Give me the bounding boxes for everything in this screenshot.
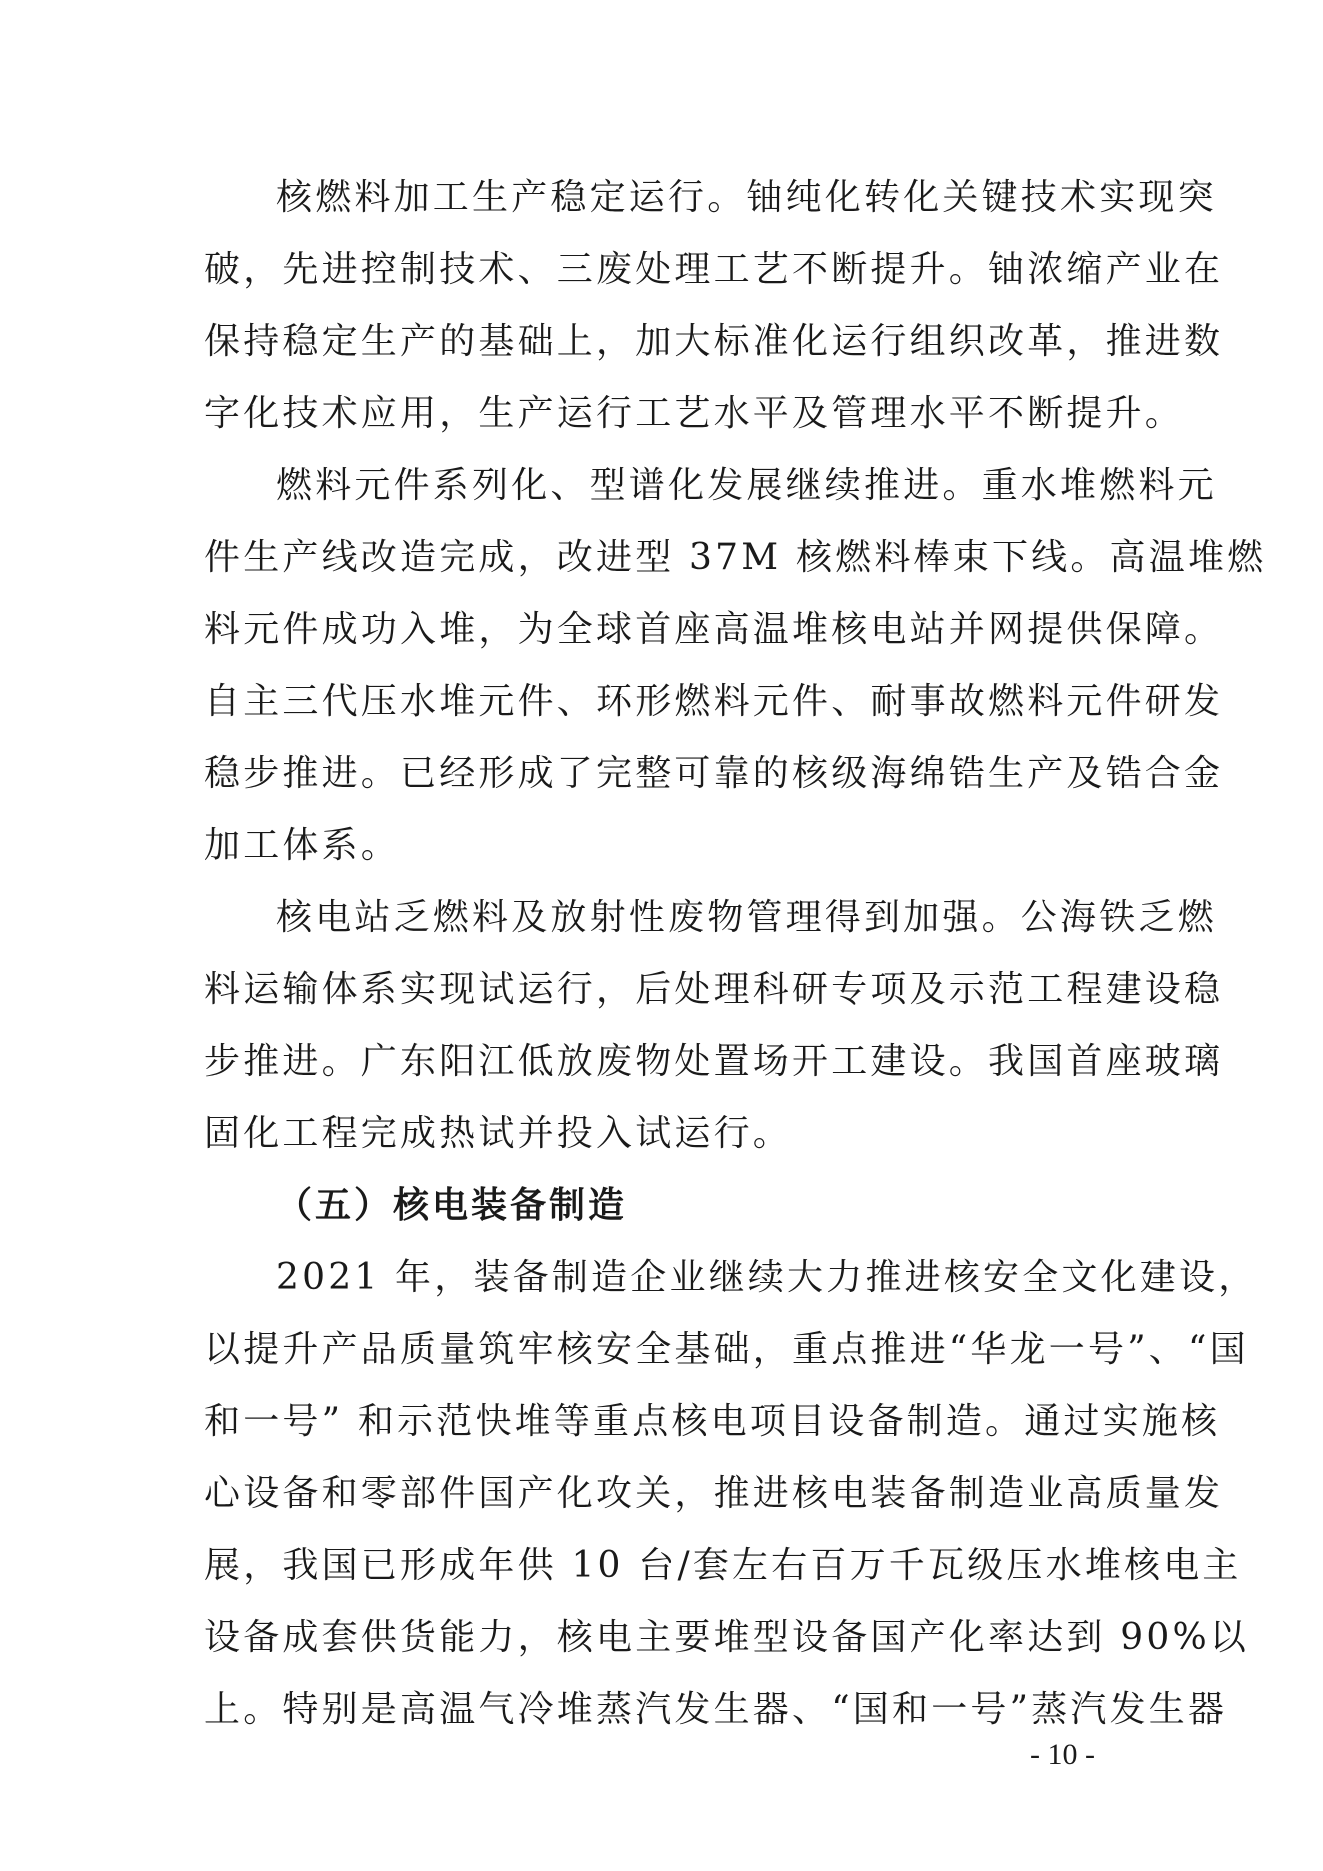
paragraph-3-line-2: 料运输体系实现试运行，后处理科研专项及示范工程建设稳 — [204, 969, 1224, 1010]
paragraph-4-line-3: 和一号” 和示范快堆等重点核电项目设备制造。通过实施核 — [204, 1401, 1221, 1442]
paragraph-2-line-2: 件生产线改造完成，改进型 37M 核燃料棒束下线。高温堆燃 — [204, 537, 1267, 578]
paragraph-4-line-5: 展，我国已形成年供 10 台/套左右百万千瓦级压水堆核电主 — [204, 1545, 1242, 1586]
paragraph-1-line-3: 保持稳定生产的基础上，加大标准化运行组织改革，推进数 — [204, 321, 1224, 362]
paragraph-3-line-4: 固化工程完成热试并投入试运行。 — [204, 1113, 793, 1154]
page-number: - 10 - — [1030, 1738, 1095, 1771]
paragraph-2-line-4: 自主三代压水堆元件、环形燃料元件、耐事故燃料元件研发 — [204, 681, 1224, 722]
paragraph-4-line-6: 设备成套供货能力，核电主要堆型设备国产化率达到 90%以 — [204, 1617, 1250, 1658]
paragraph-1-line-1: 核燃料加工生产稳定运行。铀纯化转化关键技术实现突 — [276, 177, 1217, 218]
paragraph-1-line-2: 破，先进控制技术、三废处理工艺不断提升。铀浓缩产业在 — [204, 249, 1224, 290]
paragraph-3-line-1: 核电站乏燃料及放射性废物管理得到加强。公海铁乏燃 — [276, 897, 1217, 938]
paragraph-2-line-3: 料元件成功入堆，为全球首座高温堆核电站并网提供保障。 — [204, 609, 1224, 650]
paragraph-4-line-1: 2021 年，装备制造企业继续大力推进核安全文化建设， — [276, 1257, 1258, 1298]
paragraph-4-line-7: 上。特别是高温气冷堆蒸汽发生器、“国和一号”蒸汽发生器 — [204, 1689, 1228, 1730]
paragraph-2-line-5: 稳步推进。已经形成了完整可靠的核级海绵锆生产及锆合金 — [204, 753, 1224, 794]
paragraph-2-line-6: 加工体系。 — [204, 825, 401, 866]
paragraph-4-line-2: 以提升产品质量筑牢核安全基础，重点推进“华龙一号”、“国 — [204, 1329, 1249, 1370]
paragraph-4-line-4: 心设备和零部件国产化攻关，推进核电装备制造业高质量发 — [204, 1473, 1224, 1514]
paragraph-1-line-4: 字化技术应用，生产运行工艺水平及管理水平不断提升。 — [204, 393, 1185, 434]
paragraph-2-line-1: 燃料元件系列化、型谱化发展继续推进。重水堆燃料元 — [276, 465, 1217, 506]
section-heading: （五）核电装备制造 — [276, 1185, 628, 1226]
paragraph-3-line-3: 步推进。广东阳江低放废物处置场开工建设。我国首座玻璃 — [204, 1041, 1224, 1082]
